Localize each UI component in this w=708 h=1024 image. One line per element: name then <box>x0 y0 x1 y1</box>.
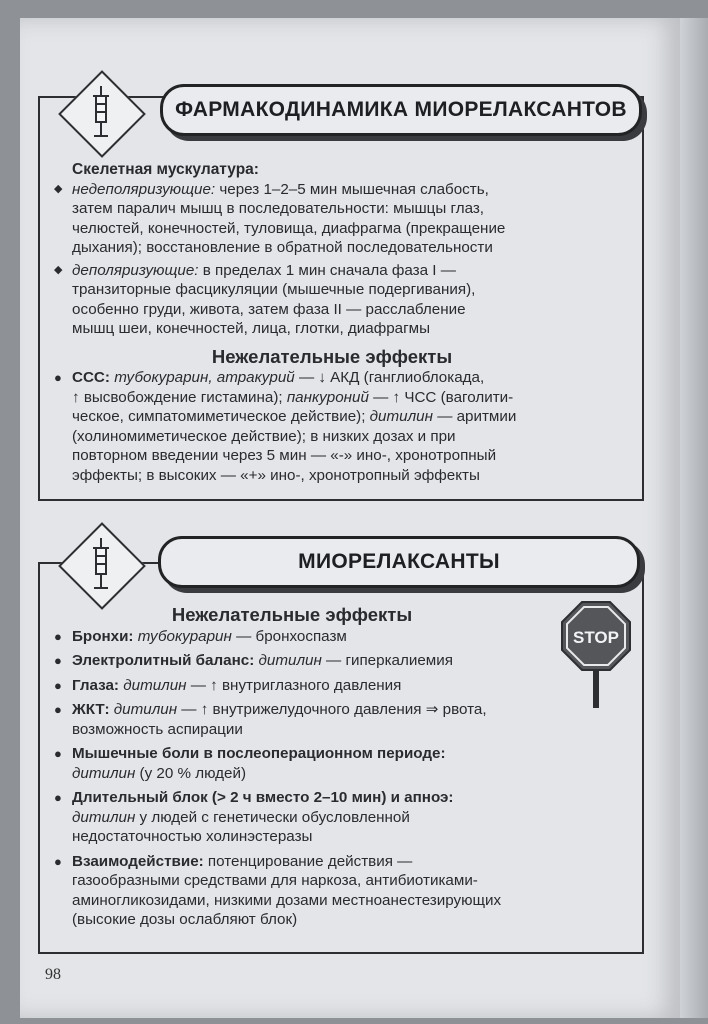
list-item-gi: ● ЖКТ: дитилин — ↑ внутрижелудочного давления ⇒ рвота, возможность аспирации <box>52 700 632 739</box>
section1-effects-title: Нежелательные эффекты <box>211 345 453 367</box>
section2-effects-title: Нежелательные эффекты <box>171 604 413 625</box>
list-item-depolarizing: ◆ деполяризующие: в пределах 1 мин сначала фаза I — транзиторные фасцикуляции (мышечные подергивания), особенно груди, живота, затем фаза II — расслабление мышц шеи, конечностей, лица, глотки, диафрагмы <box>52 261 612 339</box>
list-item-nondepolarizing: ◆ недеполяризующие: через 1–2–5 мин мышечная слабость, затем паралич мышц в последовательности: мышцы глаз, челюстей, конечностей, туловища, диафрагма (прекращение дыхания); восстановление в обратной последовательности <box>52 180 612 258</box>
list-item-bronchi: ● Бронхи: тубокурарин — бронхоспазм <box>52 627 532 647</box>
section1-syringe-badge <box>58 70 144 156</box>
section2-title: МИОРЕЛАКСАНТЫ <box>158 536 640 588</box>
list-item-muscle-pain: ● Мышечные боли в послеоперационном периоде: дитилин (у 20 % людей) <box>52 744 632 783</box>
list-item-eyes: ● Глаза: дитилин — ↑ внутриглазного давления <box>52 676 532 696</box>
list-item-css: ● ССС: тубокурарин, атракурий — ↓ АКД (ганглиоблокада, ↑ высвобождение гистамина); панкуроний — ↑ ЧСС (ваголити- ческое, симпатомиметическое действие); дитилин — аритмии (холиномиметическое действие); в низких дозах и при повторном введении через 5 мин — «-» ино-, хронотропный эффекты; в высоких — «+» ино-, хронотропный эффекты <box>52 368 612 485</box>
syringe-icon <box>58 70 144 156</box>
section2-content <box>52 605 532 930</box>
term: недеполяризующие: <box>72 180 216 198</box>
skeletal-subhead: Скелетная мускулатура: <box>72 161 259 178</box>
stop-sign <box>558 600 634 710</box>
page-number: 98 <box>45 966 61 983</box>
section2-syringe-badge <box>58 522 144 608</box>
list-item-long-block: ● Длительный блок (> 2 ч вместо 2–10 мин) и апноэ: дитилин у людей с генетически обусловленной недостаточностью холинэстеразы <box>52 788 632 847</box>
page-edge <box>680 18 708 1018</box>
list-item-electrolyte: ● Электролитный баланс: дитилин — гиперкалиемия <box>52 651 532 671</box>
list-item-interaction: ● Взаимодействие: потенцирование действия — газообразными средствами для наркоза, антибиотиками- аминогликозидами, низкими дозами местноанестезирующих (высокие дозы ослабляют блок) <box>52 852 632 930</box>
stop-sign-icon <box>558 600 634 710</box>
section1-content <box>52 160 612 485</box>
syringe-icon <box>58 522 144 608</box>
term: деполяризующие: <box>72 261 199 279</box>
section1-title: ФАРМАКОДИНАМИКА МИОРЕЛАКСАНТОВ <box>160 84 642 136</box>
stop-text: STOP <box>573 628 619 647</box>
